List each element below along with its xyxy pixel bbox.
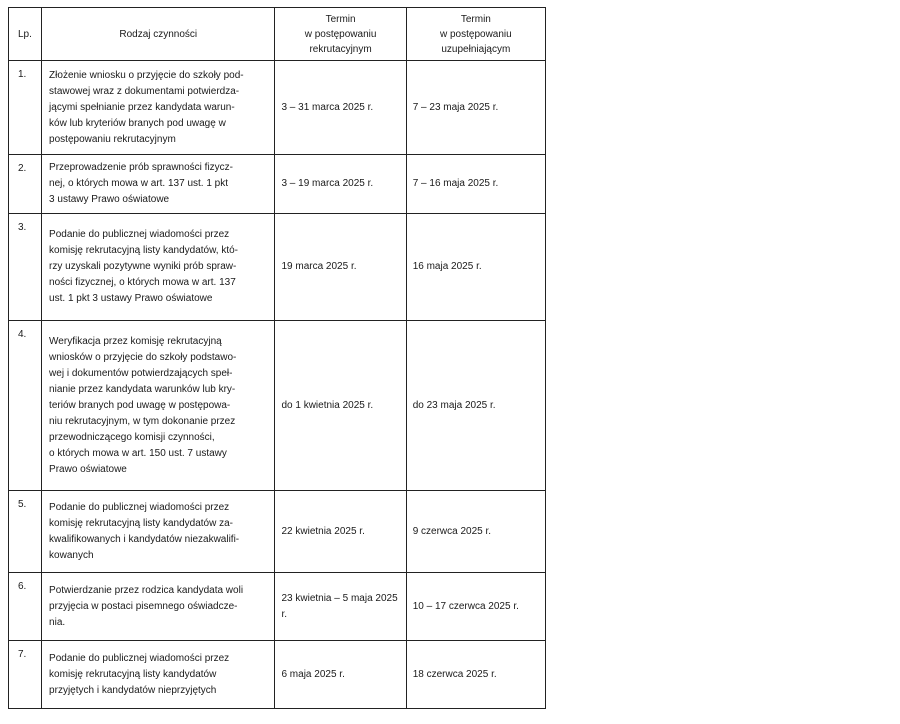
header-termin2-line: w postępowaniu xyxy=(439,28,512,40)
termin-uzupelniajacy: 10 – 17 czerwca 2025 r. xyxy=(406,573,545,641)
row-number: 3. xyxy=(9,214,42,321)
activity-line: ust. 1 pkt 3 ustawy Prawo oświatowe xyxy=(49,293,213,304)
header-termin1-line: Termin xyxy=(325,13,356,25)
termin-rekrutacyjny: 22 kwietnia 2025 r. xyxy=(275,491,406,573)
activity-description xyxy=(42,61,275,155)
activity-line: przyjęcia w postaci pisemnego oświadcze- xyxy=(49,600,238,612)
termin-rekrutacyjny: 3 – 31 marca 2025 r. xyxy=(275,61,406,155)
activity-line: wniosków o przyjęcie do szkoły podstawo- xyxy=(49,351,237,363)
header-lp: Lp. xyxy=(9,8,42,61)
table-header-row xyxy=(9,8,546,61)
termin-uzupelniajacy: 9 czerwca 2025 r. xyxy=(406,491,545,573)
activity-line: rzy uzyskali pozytywne wyniki prób spraw- xyxy=(49,261,237,272)
activity-description xyxy=(42,491,275,573)
activity-description xyxy=(42,573,275,641)
activity-line: nia. xyxy=(49,616,66,628)
activity-line: postępowaniu rekrutacyjnym xyxy=(49,133,176,145)
activity-line: komisję rekrutacyjną listy kandydatów, któ- xyxy=(49,245,239,256)
activity-line: jącymi spełnianie przez kandydata warun- xyxy=(49,101,235,113)
termin-uzupelniajacy: do 23 maja 2025 r. xyxy=(406,321,545,491)
termin-rekrutacyjny: 19 marca 2025 r. xyxy=(275,214,406,321)
activity-line: Prawo oświatowe xyxy=(49,463,127,475)
termin-uzupelniajacy: 7 – 23 maja 2025 r. xyxy=(406,61,545,155)
activity-line: przewodniczącego komisji czynności, xyxy=(49,431,215,443)
table-row xyxy=(9,155,546,214)
activity-line: komisję rekrutacyjną listy kandydatów za- xyxy=(49,517,234,529)
header-termin-uzupelniajacy xyxy=(406,8,545,61)
row-number: 1. xyxy=(9,61,42,155)
activity-description xyxy=(42,214,275,321)
activity-line: stawowej wraz z dokumentami potwierdza- xyxy=(49,85,240,97)
termin-uzupelniajacy: 7 – 16 maja 2025 r. xyxy=(406,155,545,214)
termin-uzupelniajacy: 18 czerwca 2025 r. xyxy=(406,641,545,709)
table-row xyxy=(9,61,546,155)
activity-line: teriów branych pod uwagę w postępowa- xyxy=(49,399,231,411)
activity-line: Podanie do publicznej wiadomości przez xyxy=(49,652,230,664)
activity-line: wej i dokumentów potwierdzających speł- xyxy=(49,367,233,379)
activity-line: Przeprowadzenie prób sprawności fizycz- xyxy=(49,162,234,173)
activity-line: o których mowa w art. 150 ust. 7 ustawy xyxy=(49,447,227,459)
header-termin2-line: Termin xyxy=(460,13,491,25)
activity-line: nianie przez kandydata warunków lub kry- xyxy=(49,383,236,395)
row-number: 2. xyxy=(9,155,42,214)
activity-line: Weryfikacja przez komisję rekrutacyjną xyxy=(49,335,222,347)
activity-line: 3 ustawy Prawo oświatowe xyxy=(49,194,170,205)
recruitment-schedule-table xyxy=(8,7,546,709)
termin-rekrutacyjny: 3 – 19 marca 2025 r. xyxy=(275,155,406,214)
row-number: 4. xyxy=(9,321,42,491)
header-termin2-line: uzupełniającym xyxy=(441,43,511,55)
activity-line: Podanie do publicznej wiadomości przez xyxy=(49,501,230,513)
header-rodzaj: Rodzaj czynności xyxy=(42,8,275,61)
activity-line: kwalifikowanych i kandydatów niezakwalifi- xyxy=(49,533,240,545)
activity-line: nej, o których mowa w art. 137 ust. 1 pkt xyxy=(49,178,229,189)
termin-rekrutacyjny: do 1 kwietnia 2025 r. xyxy=(275,321,406,491)
table-row xyxy=(9,641,546,709)
table-body xyxy=(9,61,546,709)
table-row xyxy=(9,321,546,491)
activity-line: ności fizycznej, o których mowa w art. 137 xyxy=(49,277,236,288)
row-number: 6. xyxy=(9,573,42,641)
header-termin-rekrutacyjny xyxy=(275,8,406,61)
activity-line: Złożenie wniosku o przyjęcie do szkoły pod- xyxy=(49,69,244,81)
activity-description xyxy=(42,641,275,709)
activity-line: Potwierdzanie przez rodzica kandydata woli xyxy=(49,584,244,596)
table-row xyxy=(9,573,546,641)
row-number: 7. xyxy=(9,641,42,709)
activity-line: ków lub kryteriów branych pod uwagę w xyxy=(49,117,226,129)
table-row xyxy=(9,491,546,573)
termin-rekrutacyjny: 23 kwietnia – 5 maja 2025 r. xyxy=(275,573,406,641)
activity-line: Podanie do publicznej wiadomości przez xyxy=(49,229,230,240)
row-number: 5. xyxy=(9,491,42,573)
activity-description xyxy=(42,155,275,214)
table-row xyxy=(9,214,546,321)
header-termin1-line: w postępowaniu xyxy=(304,28,377,40)
activity-line: przyjętych i kandydatów nieprzyjętych xyxy=(49,684,217,696)
activity-line: niu rekrutacyjnym, w tym dokonanie przez xyxy=(49,415,236,427)
activity-description xyxy=(42,321,275,491)
activity-line: kowanych xyxy=(49,549,94,561)
header-termin1-line: rekrutacyjnym xyxy=(309,43,372,55)
termin-rekrutacyjny: 6 maja 2025 r. xyxy=(275,641,406,709)
activity-line: komisję rekrutacyjną listy kandydatów xyxy=(49,668,217,680)
termin-uzupelniajacy: 16 maja 2025 r. xyxy=(406,214,545,321)
